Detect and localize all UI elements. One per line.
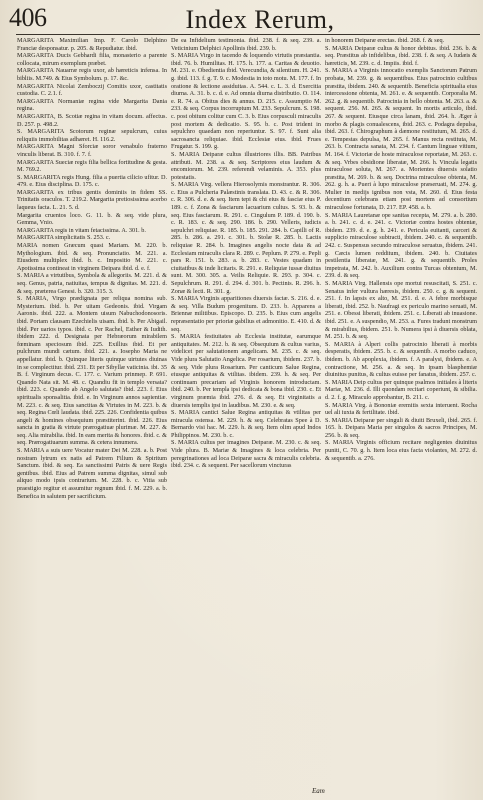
index-entry: MARGARITA Maximilian Imp. F. Carolo Delphino Franciæ desponsatur. p. 205. & Repudiatur. ibid.: [17, 37, 167, 52]
index-entry: S. MARIA a suis uere Vocatur mater Dei M. 228. a. b. Post nostram lytrum ex natis ad Patrem Filium & Spiritum Sanctum. ibid. & seq. Ea sanctissimi Patris & uere Regis gentibus. ibid. Eius ad Patrem summa dignitas, simul sub aliquo modo ipsis contrarium. M. 228. b. c. Vitia sub praestigio regitur et assumitur regnum ibid. f. M. 229. a. b. Benefica in salutem per sacrificium.: [17, 447, 167, 500]
index-entry: S. MARIA Virg. vellera Hierosolymis monstrantur. R. 306. c. Eius a Pulcheria Palæstinis translata. D. 43. c. & R. 306. c. R. 306. d. e. & seq. Item tepi & chi eius & fasciæ eius P. 189. c. f. Zona & fasciarum lacuarium cultus. S. 93. b. & seq. Eius fasciarum. R. 291. c. Cingulum P. 189. d. 190. b. c. R. 183. c. & seq. 290. 186. b. 290. Velleris, iudicis sepulchri reliquiae. R. 185. b. 185. 291. 284. b. Capilli of R. 285. b. 286. a. 291. c. 301. b. Stolæ R. 285. b. Lactis reliquiae R. 284. b. Imagines angelis nocte data & ad Ecclesiam miraculis clara R. 289. c. Peplum. P. 279. e. Pepli pars R. 151. b. 283. a. b. 283. c. Vestes quadam in ciuitatibus & inde licitaris. R. 291. e. Reliquiæ iussæ diuitus sunt. M. 300. 305. a. Veilis Reliquie. R. 293. p. 304. c. Sepulchrum. R. 291. d. 294. d. 301. b. Pectinis. R. 296. h. Zonæ & lecti. R. 301. g.: [171, 181, 321, 295]
index-column-2: [171, 37, 321, 797]
index-entry: MARGARITA Normaniæ regina vide Margarita Dania regina.: [17, 97, 167, 113]
index-entry: S. MARIA Virg. à Bononiæ eremitis sexta interuent. Rocha uel ali iuxta & fertilitate. ibid.: [325, 401, 477, 417]
index-entry: S. MARGARITA regis Hung. filia a puertia cilicio ufitur. D. 479. e. Eius disciplina. D. 175. c.: [17, 173, 167, 189]
index-entry: S. MARIA Virg. Hallensis ope mortui resuscitati, S. 251. c. Senatus infer vultura hæresis, ibidem. 250. c. g. & sequent. 251. f. In lapsis ex alto, M. 251. d. e. A febre morbisque liberati, ibid. 252. b. Naufragi ex periculo marino seruati, M. 251. e. Obessi liberati, ibidem. 251. c. Liberati ab inuasione. ibid. 251. e. A suspendio, M. 253. a. Fures tradunt monstrum & mirabilius, ibidem. 251. b. Numera ipsi à diuersis oblata, M. 251. b. & seq.: [325, 280, 477, 341]
index-entry: S. MARIA Deiparæ cultus illustriores illis. BB. Patribus attributi. M. 238. a. & seq. Scriptores eius laudum & encomiorum. M. 239. referendi velaminis. A. 353. plus potestatis.: [171, 150, 321, 181]
index-entry: S. MARIA cantici Salue Regina antiquitas & vtilitas per miracula ostensa. M. 229. h. & seq. Celebratas Spee à D. Bernardo visi hac. M. 229. h. & seq. Item olim apud Indos Philippinos. M. 230. b. c.: [171, 409, 321, 439]
index-entry: MARGARITA Nicolai Zemboczij Comitis uxor, castitatis custodia. C. 2.1. f.: [17, 82, 167, 98]
index-entry: S. MARIA Virginis officium recitare negligentes diuinitus puniti, C. 70. g. h. Item loca eius facta violantes, M. 272. d. & sequentib. a. 276.: [325, 439, 477, 462]
index-entry: MARGARITA Nauarræ regis uxor, ab hæreticis infensa. In bibliis. M.749. & Eius Symbolum. p. 17. &c.: [17, 67, 167, 82]
index-entry: S. MARIA à Alperi collis patrocinio liberati à morbis desperatis, ibidem. 255. b. c. & sequentib. A morbo caduco, ibidem. b. Ab apoplexia, ibidem. f. A paralysi, ibidem. e. A contractione, M. 256. a. & seq. In ipsam blasphemiæ diuinitus punitus, & cultus euisse per fanatus, ibidem. 257. c.: [325, 340, 477, 379]
index-entry: S. MARIA festiuitates ab Ecclesia institutæ, earumque antiquitates. M. 212. b. & seq. Obsequium & cultus varius, videlicet per salutationem angelicam. M. 235. c. & seq. Vide plura Salutatio Angelica. Per rosarium, ibidem. 237. b. & seq. Vide plura Rosarium. Per canticum Salue Regina, eiusque antiquitas & vtilitas. ibidem. 239. h. & seq. Per continuam precariam ad Virginis honorem introductam. ibid. 240. b. Per templa ipsi dedicata & bona ibid. 230. c. Et virginum præmia ibid. 276. d. & seq. Et virginitatis a diuersis templis ipsi in laudibus. M. 230. e. & seq.: [171, 333, 321, 409]
index-entry: S. MARIA Virgo in tacendo & loquendo virtutis præstantia. ibid. 76. b. Humilitas. H. 175. h. 177. a. Caritas & deuotio. M. 231. e. Obedientia ibid. Verecundia, & silentium. H. 241. g. ibid. 113. f. g. T. 9. c. Modestia in toto motu. M. 177. f. In oratione & lectione assiduitas. A. 544. c. L. 3. d. Exercitia diurna. A. 31. b. c. d. e. Ad omnia diurna distributio. O. 114. e. R. 74. a. Obitus dies & annus. D. 215. c. Assumptio M. 233. & seq. Corpus incorruptum M. 233. Sepulcrum. S. 198. c. post obitum colitur cum C. 3. b. Eius corpusculi miraculis post mortem & dedicatio. S. 95. b. c. Post trident in sepulchro quaedam non reperiuntur. S. 97. f. Sunt alia sacrosancta reliquiae. ibid. Ecclesiæ eius. ibid. Frues Frugatur. S. 199. g.: [171, 52, 321, 151]
index-entry: S. MARIA a virtutibus, Symbola & allegoriis. M. 221. d. & seq. Genus, patria, natiuitas, tempus & dignitas. M. 221. d. & seq. præterea Genesi. b. 320. 315. 3.: [17, 272, 167, 295]
index-entry: De ea Infidelium testimonia. ibid. 238. f. & seq. 239. a. Veticinium Delphici Apollinis ibid. 239. b.: [171, 37, 321, 52]
index-entry: S. MARIA, Virgo prædignata per reliqua nomina sub. Mysterium. ibid. b. Per uitam Gedeonis. ibid. Virgam Aaronis. ibid. 222. a. Montem uisum Nabuchodonosoris. ibid. Portam clausam Ezechielis uisam. ibid. b. Per Abigail. ibid. Per uarios typos. ibid. c. Per Rachel, Esther & Iudith. ibidem 222. d. Designata per Hebræorum mirabilem fœminam speciosum ibid. 225. Exillius ibid. Et per pulchrum mundi cætum. ibid. 221. a. Iosepho Maria ne appellatur. ibid. b. Quinque literis quinque uirtutes diuinas in se complectitur. ibid. 231. Et per Sibyllæ vaticinia. ibi. 35 B. f. Virginum decus. C. 177. c. Varium prinmep. P. 691. Quando Nata sit. M. 48. c. Quandiu fit in templo versata? ibid. 223. c. Quando ab Angelo salutata? ibid. 223. f. Eius spiritualis sponsalitia. ibid. e. In Virginum annos sapientiæ. M. 223. c. & seq. Eius sanctitas & Virtutes in M. 223. b. & seq. Regina Cœli laudata. ibid. 225. 226. Confidentia quibus angeli & homines obsequium præstiterint. ibid. 226. Eius sancta in gratia & virtute prærogatiuæ plurimæ. M. 227. & seq. Alia mirabilia. ibid. In eam merita & honores. ibid. c. & seq. Prærogatiuarum summa. & cetera innumera.: [17, 295, 167, 447]
index-column-1: [17, 37, 167, 797]
index-entry: MARGARITA, B. Scotiæ regina in vitam docum. affectus. D. 257. p. 498.2.: [17, 112, 167, 128]
index-entry: MARGARITA simplicitatis S. 253. c.: [17, 234, 111, 242]
index-entry: S. MARIA cultus per imagines Deiparæ. M. 230. c. & seq. Vide plura. B. Mariæ & Imagines & loca celebria. Per peregrinationes ad loca Deiparæ sacra & miraculis celebria. ibid. 234. c. & sequent. Per sacellorum vincturas: [171, 439, 321, 470]
index-entry: S. MARGARITA Scotorum reginæ sepulcrum, cuius reliquiis immobilitas adhæret. H. 116.2.: [17, 128, 167, 143]
index-entry: S. MARIA Lauretanæ ope sanitas recepta, M. 279. a. b. 280. a. b. 241. c. d. e. 241. c. Victoriæ contra hostes obtentæ, ibidem. 239. d. e. g. h. 241. e. Pericula euitanti, carceri & supplicio miraculose subtracti, ibidem. 240. c. & sequentib. 242. c. Suspensus secundo miraculose seruatus, ibidem. 241. g. Cæcis lumen redditum, ibidem. 240. b. Ciuitates pestilentia liberatæ, M. 241. g. & sequentib. Proles impetrata, M. 242. b. Auxilium contra Turcas obtentum, M. 239. d. & seq.: [325, 211, 477, 280]
index-entry: S. MARIA Deiparæ per singuli & diuiti Bruxeli, ibid. 265. f. 165. h. Deipara Maria per singulos & sacros Principes, M. 256. b. & seq.: [325, 416, 477, 439]
index-entry: S. MARIA Deip cultus per quinque psalmos initiales à literis Mariæ, M. 236. d. Illi quondam recitari coperiunt, & sibilia. d. 2. f. g. Miraculo approbantur, B. 211. c.: [325, 378, 477, 401]
index-entry: in honorem Deiparæ erectas. ibid. 268. f. & seq.: [325, 37, 445, 44]
index-entry: MARGARITA Magni Sforciæ soror venabulo fraterno vinculis liberat. B. 310. f. 7. f.: [17, 143, 167, 158]
page-number: 406: [9, 3, 47, 32]
index-column-3: [325, 37, 477, 797]
header-rule: [16, 34, 480, 35]
index-entry: MARGARITA ex tribus gentis dominiis in fidem SS. Trinitatis oraculos. T. 219.2. Margarita pretiosissima acerbo laqueus facta. L. 21. 5. d.: [17, 188, 167, 212]
index-entry: MARGARITA Ducis Gebhardi filia, monasterio a parente collocata, mirum exemplum præbet.: [17, 52, 167, 67]
index-entry: MARGARITA regis in vitam fetacissima. A. 301. b.: [17, 226, 146, 234]
index-entry: MARGARITA Sueciæ regis filia bellica fortitudine & gesta. M. 769.2.: [17, 158, 167, 174]
index-entry: Margarita cruentos loco. G. 11. b. & seq. vide plura, Gemma, Vnio.: [17, 211, 167, 227]
index-entry: S. MARIA a Virginis innocatio exemplis Sanctorum Patrum probata, M. 239. g. & sequentibus. Eius patrocinio cultibus præstita, ibidem. 240. & sequentib. Beneficia spiritualia eius intercessione obtenta, M. 261. e. & sequentib. Corporalia M. 262. g. & sequentib. Patrocinia in bello obtenta. M. 263. a. & sequent. 256. M. 265. & sequent. In mortis articulo, ibid. 267. & sequent. Eiusque circa lanam, ibid. 264. h. Æger à morbo & plagis conualescens, ibid. 263. c. Podagra depulsa, ibid. 263. f. Chirographum à dæmone restitutum, M. 265. d. e. Tempestas depulsa, M. 265. f. Manus recta restituta, M. 263. b. Contracta sanata, M. 234. f. Cantum linguae vitium, M. 164. f. Victoriæ de hoste miraculose reportatæ, M. 263. c. & seq. Vrbes obsidione liberatæ, M. 266. h. Vincula legatis miraculose soluta, M. 267. a. Morientes diuersis solatio præstita, M. 269. b. & seq. Doctrina miraculose obtenta, M. 262. g. h. a. Pueri à lupo miraculose præseruati, M. 274. g. Mulier in medijs ignibus non vsta, M. 260. d. Eius festa decentium celebrans etiam post mortem ad consortium miraculose fortunata, D. 217. EP. 458. a. b.: [325, 67, 477, 212]
page-title: Index Rerum,: [185, 5, 335, 34]
index-entry: S. MARIA Virginis apparitiones diuersis factæ. S. 216. d. e. & seq. Villa Budum progenitum. D. 233. b. Apparens a Briennæ militibus. Episcopo. D. 235. b. Eius cum angelis repræsentatio per prioriæ gabilius et admonitio. E. 410. d. & seq.: [171, 295, 321, 333]
index-entry: MARIA nomen Græcum quasi Mariam. M. 220. b. Mythologium. ibid. & seq. Pronunciatio. M. 221. a. Eiusdem multiplex ibid. b. c. Impositio M. 221. c. Apotissima contineat in virginem Deipara ibid. d. e. f.: [17, 242, 167, 272]
catchword: Eam: [312, 787, 325, 795]
index-entry: S. MARIA Deiparæ cultus & honor debitus. ibid. 236. b. & seq. Præstitus ab infidelibus, ibid. 238. f. & seq. A Iudæis & hæreticis, M. 239. c. d. Impiis. ibid. f.: [325, 44, 477, 67]
